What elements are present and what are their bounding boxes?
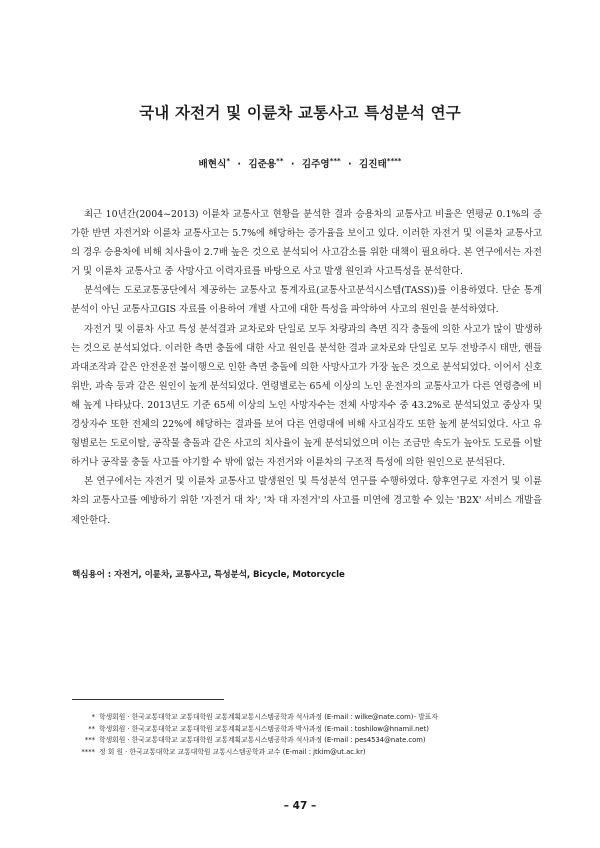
keywords-label: 핵심용어 : <box>72 570 114 580</box>
footnote-3 <box>72 735 552 747</box>
author-name: 배현식 <box>198 159 227 170</box>
abstract-paragraph-1: 최근 10년간(2004~2013) 이륜차 교통사고 현황을 분석한 결과 승용차의 교통사고 비율은 연평균 0.1%의 증가한 반면 자전거와 이륜차 교통사고는 5.7%에 해당하는 증가율을 보이고 있다. 이러한 자전거 및 이륜차 교통사고의 경우 승용차에 비해 치사율이 2.7배 높은 것으로 분석되어 사고감소를 위한 대책이 필요하다. 본 연구에서는 자전거 및 이륜차 교통사고 중 사망사고 이력자료를 바탕으로 사고 발생 원인과 사고특성을 분석한다. <box>71 209 542 278</box>
footnote-mark: **** <box>81 747 95 756</box>
author-separator: · <box>347 159 352 170</box>
footnote-2 <box>72 724 552 736</box>
author-1 <box>198 156 231 170</box>
footnotes <box>72 712 552 758</box>
author-separator: · <box>237 159 242 170</box>
author-mark: *** <box>329 156 341 165</box>
author-3 <box>301 156 341 170</box>
footnote-divider <box>72 699 224 700</box>
author-line <box>0 156 600 170</box>
footnote-1 <box>72 712 552 724</box>
abstract-paragraph-4: 본 연구에서는 자전거 및 이륜차 교통사고 발생원인 및 특성분석 연구를 수행하였다. 향후연구로 자전거 및 이륜차의 교통사고를 예방하기 위한 '자전거 대 차', '차 대 자전거'의 사고를 미연에 경고할 수 있는 'B2X' 서비스 개발을 제안한다. <box>71 476 542 526</box>
paper-title: 국내 자전거 및 이륜차 교통사고 특성분석 연구 <box>139 104 461 122</box>
author-name: 김진태 <box>358 159 387 170</box>
keywords <box>72 568 345 580</box>
author-mark: **** <box>386 156 402 165</box>
author-mark: * <box>226 156 231 165</box>
footnote-text: 학생회원 · 한국교통대학교 교통대학원 교통계획교통시스템공학과 석사과정 (E-mail : wilke@nate.com)- 발표자 <box>99 713 438 721</box>
abstract-paragraph-2: 분석에는 도로교통공단에서 제공하는 교통사고 통계자료(교통사고분석시스템(TASS))를 이용하였다. 단순 통계분석이 아닌 교통사고GIS 자료를 이용하여 개별 사고에 대한 특성을 파악하여 사고의 원인을 분석하였다. <box>71 285 542 316</box>
footnote-mark: ** <box>88 724 95 733</box>
footnote-text: 정 회 원 · 한국교통대학교 교통대학원 교통시스템공학과 교수 (E-mail : jtkim@ut.ac.kr) <box>99 747 366 756</box>
author-2 <box>248 156 284 170</box>
footnote-4 <box>72 747 552 759</box>
page-number: – 47 – <box>283 800 317 812</box>
keywords-text: 자전거, 이륜차, 교통사고, 특성분석, Bicycle, Motorcycle <box>113 570 345 580</box>
footnote-text: 학생회원 · 한국교통대학교 교통대학원 교통계획교통시스템공학과 박사과정 (E-mail : toshilow@hnamil.net) <box>99 724 429 733</box>
footnote-text: 학생회원 · 한국교통대학교 교통대학원 교통계획교통시스템공학과 석사과정 (E-mail : pes4534@nate.com) <box>99 736 426 744</box>
author-name: 김주영 <box>301 159 330 170</box>
abstract <box>71 205 542 530</box>
author-name: 김준용 <box>248 159 277 170</box>
abstract-paragraph-3: 자전거 및 이륜차 사고 특성 분석결과 교차로와 단일로 모두 차량과의 측면 직각 충돌에 의한 사고가 많이 발생하는 것으로 분석되었다. 이러한 측면 충돌에 대한 사고 원인을 분석한 결과 교차로와 단일로 모두 전방주시 태만, 핸들 과대조작과 같은 안전운전 불이행으로 인한 측면 충돌에 의한 사망사고가 가장 높은 것으로 분석되었다. 이어서 신호위반, 과속 등과 같은 원인이 높게 분석되었다. 연령별로는 65세 이상의 노인 운전자의 교통사고가 다른 연령층에 비해 높게 나타났다. 2013년도 기준 65세 이상의 노인 사망자수는 전체 사망자수 중 43.2%로 분석되었고 중상자 및 경상자수 또한 전체의 22%에 해당하는 결과를 보여 다른 연령대에 비해 사고심각도 또한 높게 분석되었다. 사고 유형별로는 도로이탈, 공작물 충돌과 같은 사고의 치사율이 높게 분석되었으며 이는 조금만 속도가 높아도 도로를 이탈하거나 공작물 충돌 사고를 야기할 수 밖에 없는 자전거와 이륜차의 구조적 특성에 의한 원인으로 분석된다. <box>71 323 542 469</box>
author-mark: ** <box>276 156 284 165</box>
author-separator: · <box>290 159 295 170</box>
footnote-mark: *** <box>84 736 95 744</box>
author-4 <box>358 156 402 170</box>
footnote-mark: * <box>91 713 95 721</box>
